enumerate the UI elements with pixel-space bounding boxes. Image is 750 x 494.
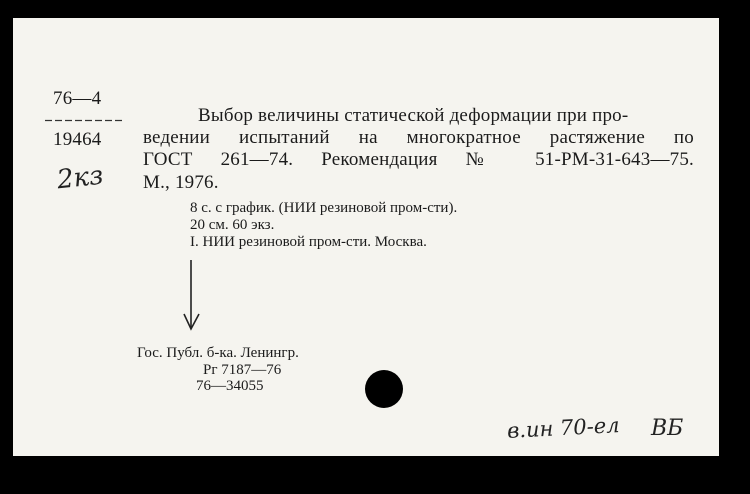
punch-hole [365, 370, 403, 408]
library-name: Гос. Публ. б-ка. Ленингр. [137, 345, 299, 361]
handwritten-bottom-right: ВБ [651, 416, 684, 441]
divider-line [45, 119, 125, 122]
arrow-down-icon [183, 258, 205, 332]
handwritten-mark: 2кз [55, 160, 105, 196]
title-line-1: Выбор величины статической деформации при про- [198, 105, 629, 126]
catalog-card [13, 18, 719, 456]
handwritten-bottom: в.ин 70-ел [506, 413, 621, 443]
detail-pages: 8 с. с график. (НИИ резиновой пром-сти). [190, 200, 458, 216]
accession-number: 19464 [53, 129, 102, 150]
detail-size: 20 см. 60 экз. [190, 217, 275, 233]
detail-publisher: I. НИИ резиновой пром-сти. Москва. [190, 234, 427, 250]
title-line-2: ведении испытаний на многократное растяжение по [143, 127, 694, 148]
title-line-3: ГОСТ 261—74. Рекомендация № 51-РМ-31-643—75. [143, 149, 694, 170]
library-code: Рг 7187—76 [203, 362, 282, 378]
shelf-number: 76—4 [53, 88, 102, 109]
title-line-4: М., 1976. [143, 172, 219, 193]
library-number: 76—34055 [196, 378, 264, 394]
